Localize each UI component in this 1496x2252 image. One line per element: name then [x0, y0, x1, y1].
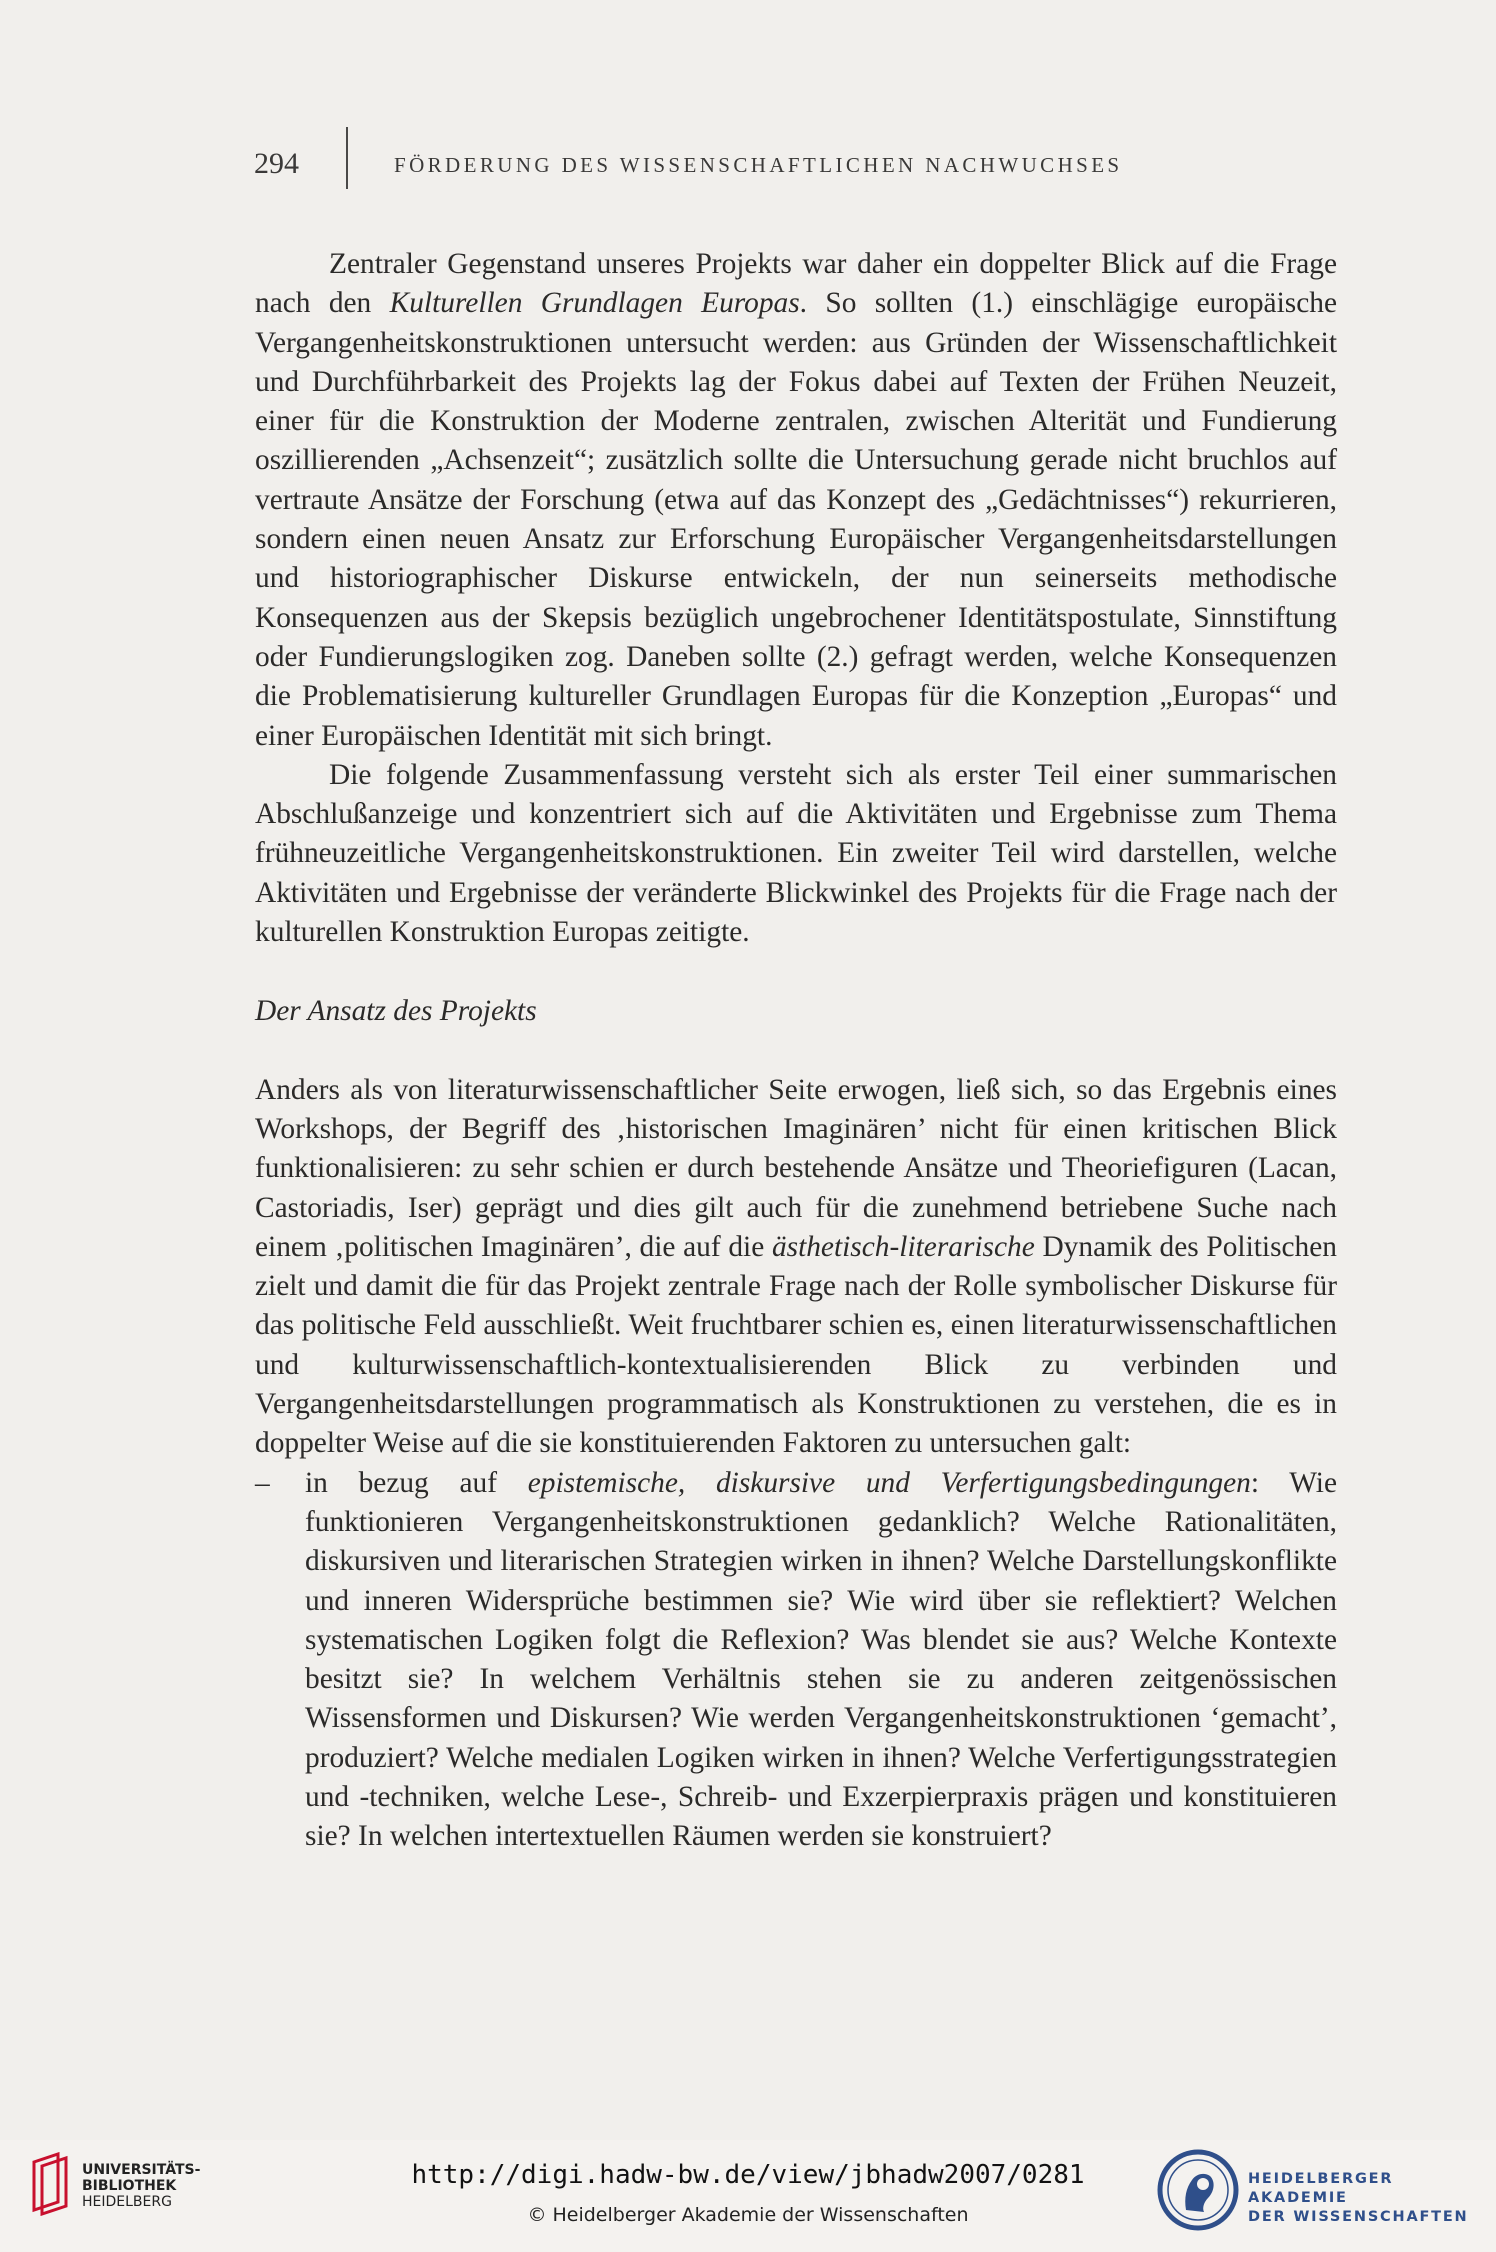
paragraph-3-text-a: Anders als von literaturwissenschaftlicher Seite erwogen, ließ sich, so das Ergebnis eines Workshops, der Begriff des ‚historischen Imaginären’ nicht für einen kritischen Blick funktionalisieren: zu sehr schien er durch bestehende Ansätze und Theoriefiguren (Lacan, Castoriadis, Iser) geprägt und dies gilt auch für die zunehmend betriebene Suche nach einem ‚politischen Imaginären’, die auf die [255, 1073, 1337, 1263]
library-logo-line-2: BIBLIOTHEK [82, 2178, 177, 2194]
paragraph-3 [255, 1071, 1337, 1464]
page-number: 294 [254, 147, 299, 180]
page-header [254, 147, 1244, 191]
academy-logo[interactable] [1156, 2148, 1486, 2232]
paragraph-2: Die folgende Zusammenfassung versteht sich als erster Teil einer summarischen Abschlußanzeige und konzentriert sich auf die Aktivitäten und Ergebnisse zum Thema frühneuzeitliche Vergangenheitskonstruktionen. Ein zweiter Teil wird darstellen, welche Aktivitäten und Ergebnisse der veränderte Blickwinkel des Projekts für die Frage nach der kulturellen Konstruktion Europas zeitigte. [255, 758, 1337, 949]
body-text [255, 245, 1337, 1857]
copyright-notice: © Heidelberger Akademie der Wissenschaften [527, 2204, 969, 2226]
footer [0, 2140, 1496, 2252]
academy-logo-line-1: HEIDELBERGER AKADEMIE [1248, 2171, 1394, 2206]
permalink-url[interactable]: http://digi.hadw-bw.de/view/jbhadw2007/0281 [411, 2160, 1085, 2190]
paragraph-3-text-c: Dynamik des Politischen zielt und damit die für das Projekt zentrale Frage nach der Rolle symbolischer Diskurse für das politische Feld ausschließt. Weit fruchtbarer schien es, einen literaturwissenschaftlichen und kulturwissenschaftlich-kontextualisierenden Blick zu verbinden und Vergangenheitsdarstellungen programmatisch als Konstruktionen zu verstehen, die es in doppelter Weise auf die sie konstituierenden Faktoren zu untersuchen galt: [255, 1230, 1337, 1460]
academy-logo-line-2: DER WISSENSCHAFTEN [1248, 2209, 1469, 2225]
list-item-emphasis: epistemische, diskursive und Verfertigungsbedingungen [527, 1466, 1251, 1499]
library-logo-line-1: UNIVERSITÄTS- [82, 2162, 201, 2178]
section-heading: Der Ansatz des Projekts [255, 995, 537, 1028]
list-dash: – [255, 1466, 270, 1499]
academy-logo-text [1248, 2170, 1486, 2227]
paragraph-1-text-a: Zentraler Gegenstand unseres Projekts war daher ein doppelter Blick auf die Frage nach den [255, 248, 1337, 320]
library-logo-line-3: HEIDELBERG [82, 2194, 172, 2210]
running-head: FÖRDERUNG DES WISSENSCHAFTLICHEN NACHWUCHSES [394, 153, 1123, 177]
header-divider [346, 127, 348, 189]
list-item-text-c: : Wie funktionieren Vergangenheitskonstruktionen gedanklich? Welche Rationalitäten, diskursiven und literarischen Strategien wirken in ihnen? Welche Darstellungskonflikte und inneren Widersprüche bestimmen sie? Wie wird über sie reflektiert? Welchen systematischen Logiken folgt die Reflexion? Was blendet sie aus? Welche Kontexte besitzt sie? In welchem Verhältnis stehen sie zu anderen zeitgenössischen Wissensformen und Diskursen? Wie werden Vergangenheitskonstruktionen ‘gemacht’, produziert? Welche medialen Logiken wirken in ihnen? Welche Verfertigungsstrategien und -techniken, welche Lese-, Schreib- und Exzerpierpraxis prägen und konstituieren sie? In welchen intertextuellen Räumen werden sie konstruiert? [305, 1466, 1338, 1853]
academy-seal-icon [1156, 2148, 1240, 2232]
paragraph-1 [255, 245, 1337, 756]
list-item [255, 1464, 1337, 1857]
paragraph-3-emphasis: ästhetisch-literarische [771, 1230, 1035, 1263]
paragraph-1-emphasis: Kulturellen Grundlagen Europas [389, 287, 800, 320]
paragraph-1-text-c: . So sollten (1.) einschlägige europäische Vergangenheitskonstruktionen untersucht werden: aus Gründen der Wissenschaftlichkeit und Durchführbarkeit des Projekts lag der Fokus dabei auf Texten der Frühen Neuzeit, einer für die Konstruktion der Moderne zentralen, zwischen Alterität und Fundierung oszillierenden „Achsenzeit“; zusätzlich sollte die Untersuchung gerade nicht bruchlos auf vertraute Ansätze der Forschung (etwa auf das Konzept des „Gedächtnisses“) rekurrieren, sondern einen neuen Ansatz zur Erforschung Europäischer Vergangenheitsdarstellungen und historiographischer Diskurse entwickeln, der nun seinerseits methodische Konsequenzen aus der Skepsis bezüglich ungebrochener Identitätspostulate, Sinnstiftung oder Fundierungslogiken zog. Daneben sollte (2.) gefragt werden, welche Konsequenzen die Problematisierung kultureller Grundlagen Europas für die Konzeption „Europas“ und einer Europäischen Identität mit sich bringt. [255, 287, 1337, 752]
list-item-text-a: in bezug auf [305, 1466, 528, 1499]
